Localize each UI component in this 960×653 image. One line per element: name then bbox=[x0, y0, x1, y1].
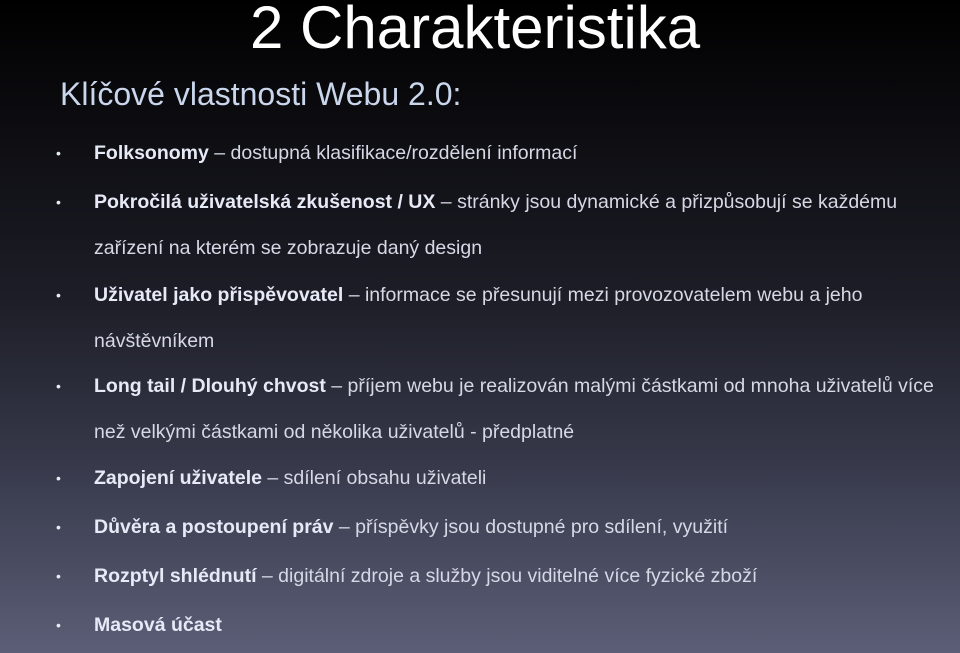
slide-subtitle: Klíčové vlastnosti Webu 2.0: bbox=[60, 76, 462, 112]
bullet-content bbox=[94, 602, 936, 648]
bullet-term: Uživatel jako přispěvovatel bbox=[94, 284, 344, 306]
bullet-item-folksonomy bbox=[56, 130, 936, 176]
bullet-content bbox=[94, 553, 936, 599]
bullet-content bbox=[94, 504, 936, 550]
bullet-description: – příspěvky jsou dostupné pro sdílení, využití bbox=[333, 516, 729, 538]
bullet-content bbox=[94, 179, 936, 271]
bullet-content bbox=[94, 455, 936, 501]
bullet-term: Folksonomy bbox=[94, 142, 209, 164]
bullet-description: – sdílení obsahu uživateli bbox=[261, 467, 487, 489]
slide-title: 2 Charakteristika bbox=[250, 0, 701, 61]
bullet-term: Masová účast bbox=[94, 614, 222, 636]
bullet-item-ux bbox=[56, 179, 936, 271]
bullet-dot-icon: • bbox=[56, 145, 61, 161]
bullet-dot-icon: • bbox=[56, 378, 61, 394]
bullet-content bbox=[94, 130, 936, 176]
bullet-content bbox=[94, 272, 936, 364]
bullet-description: – digitální zdroje a služby jsou viditelné více fyzické zboží bbox=[256, 565, 758, 587]
bullet-dot-icon: • bbox=[56, 568, 61, 584]
bullet-dot-icon: • bbox=[56, 470, 61, 486]
bullet-item-trust bbox=[56, 504, 936, 550]
bullet-item-long-tail bbox=[56, 363, 936, 455]
bullet-dot-icon: • bbox=[56, 519, 61, 535]
bullet-content bbox=[94, 363, 936, 455]
bullet-item-mass-participation bbox=[56, 602, 936, 648]
bullet-dot-icon: • bbox=[56, 194, 61, 210]
bullet-term: Long tail / Dlouhý chvost bbox=[94, 375, 326, 397]
bullet-dot-icon: • bbox=[56, 287, 61, 303]
bullet-term: Zapojení uživatele bbox=[94, 467, 262, 489]
bullet-description: – informace se přesunují mezi provozovatelem webu a jeho návštěvníkem bbox=[94, 284, 863, 352]
bullet-term: Rozptyl shlédnutí bbox=[94, 565, 257, 587]
bullet-item-engagement bbox=[56, 455, 936, 501]
bullet-description: – příjem webu je realizován malými částkami od mnoha uživatelů více než velkými částkami od několika uživatelů - předplatné bbox=[94, 375, 934, 443]
bullet-item-contributor bbox=[56, 272, 936, 364]
bullet-description: – dostupná klasifikace/rozdělení informací bbox=[208, 142, 578, 164]
bullet-term: Důvěra a postoupení práv bbox=[94, 516, 334, 538]
bullet-term: Pokročilá uživatelská zkušenost / UX bbox=[94, 191, 436, 213]
bullet-dot-icon: • bbox=[56, 617, 61, 633]
bullet-item-views bbox=[56, 553, 936, 599]
bullet-description: – stránky jsou dynamické a přizpůsobují se každému zařízení na kterém se zobrazuje daný design bbox=[94, 191, 898, 259]
